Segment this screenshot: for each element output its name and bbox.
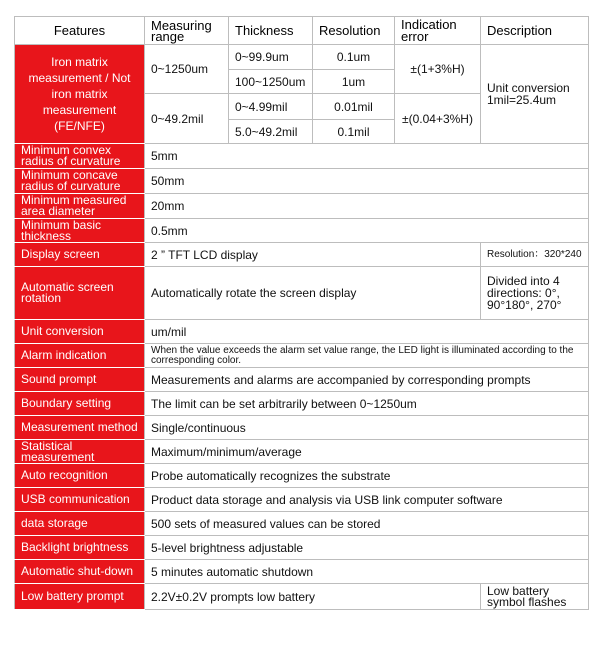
spec-row xyxy=(15,488,589,512)
value-cell: 5 minutes automatic shutdown xyxy=(145,560,589,584)
iron-range-um: 0~1250um xyxy=(145,45,229,94)
value-cell: Single/continuous xyxy=(145,416,589,440)
feature-cell: Unit conversion xyxy=(15,320,145,344)
spec-row xyxy=(15,536,589,560)
feature-cell: Minimum concave radius of curvature xyxy=(15,169,145,194)
feature-cell: Backlight brightness xyxy=(15,536,145,560)
spec-row xyxy=(15,464,589,488)
value-cell: Probe automatically recognizes the substrate xyxy=(145,464,589,488)
spec-row xyxy=(15,512,589,536)
value-cell: 20mm xyxy=(145,194,589,219)
value-cell: 50mm xyxy=(145,169,589,194)
feature-cell: Display screen xyxy=(15,243,145,267)
iron-resolution-3: 0.01mil xyxy=(313,94,395,120)
value-cell: The limit can be set arbitrarily between 0~1250um xyxy=(145,392,589,416)
spec-row xyxy=(15,368,589,392)
iron-error-mil: ±(0.04+3%H) xyxy=(395,94,481,144)
value-cell: Maximum/minimum/average xyxy=(145,440,589,464)
value-cell: 500 sets of measured values can be stored xyxy=(145,512,589,536)
feature-cell: data storage xyxy=(15,512,145,536)
iron-error-um: ±(1+3%H) xyxy=(395,45,481,94)
value-cell: 5-level brightness adjustable xyxy=(145,536,589,560)
feature-cell: Minimum convex radius of curvature xyxy=(15,144,145,169)
value-cell: Product data storage and analysis via USB link computer software xyxy=(145,488,589,512)
spec-row xyxy=(15,144,589,169)
spec-row xyxy=(15,344,589,368)
feature-cell: Minimum basic thickness xyxy=(15,219,145,243)
spec-row xyxy=(15,416,589,440)
value-cell: Automatically rotate the screen display xyxy=(145,267,481,320)
feature-cell: Auto recognition xyxy=(15,464,145,488)
spec-row xyxy=(15,194,589,219)
iron-thickness-4: 5.0~49.2mil xyxy=(229,120,313,144)
desc-cell: Low battery symbol flashes xyxy=(481,584,589,610)
header-description: Description xyxy=(481,17,589,45)
spec-row xyxy=(15,560,589,584)
feature-cell: Automatic shut-down xyxy=(15,560,145,584)
value-cell: 2 ” TFT LCD display xyxy=(145,243,481,267)
spec-row xyxy=(15,584,589,610)
value-cell: 5mm xyxy=(145,144,589,169)
iron-description: Unit conversion 1mil=25.4um xyxy=(481,45,589,144)
header-thickness: Thickness xyxy=(229,17,313,45)
header-resolution: Resolution xyxy=(313,17,395,45)
feature-cell: Statistical measurement xyxy=(15,440,145,464)
spec-row xyxy=(15,243,589,267)
value-cell: When the value exceeds the alarm set value range, the LED light is illuminated according to the corresponding color. xyxy=(145,344,589,368)
header-measuring-range: Measuring range xyxy=(145,17,229,45)
value-cell: Measurements and alarms are accompanied by corresponding prompts xyxy=(145,368,589,392)
iron-thickness-1: 0~99.9um xyxy=(229,45,313,70)
value-cell: 0.5mm xyxy=(145,219,589,243)
feature-cell: Alarm indication xyxy=(15,344,145,368)
iron-resolution-4: 0.1mil xyxy=(313,120,395,144)
feature-cell: Measurement method xyxy=(15,416,145,440)
feature-cell: Low battery prompt xyxy=(15,584,145,610)
iron-row xyxy=(15,45,589,70)
header-features: Features xyxy=(15,17,145,45)
desc-cell: Divided into 4 directions: 0°, 90°180°, 270° xyxy=(481,267,589,320)
spec-row xyxy=(15,219,589,243)
spec-table-container xyxy=(14,16,588,610)
iron-thickness-2: 100~1250um xyxy=(229,70,313,94)
iron-feature-cell: Iron matrix measurement / Not iron matrix measurement (FE/NFE) xyxy=(15,45,145,144)
feature-cell: Minimum measured area diameter xyxy=(15,194,145,219)
spec-row xyxy=(15,392,589,416)
iron-resolution-2: 1um xyxy=(313,70,395,94)
desc-cell: Resolution：320*240 xyxy=(481,243,589,267)
value-cell: 2.2V±0.2V prompts low battery xyxy=(145,584,481,610)
value-cell: um/mil xyxy=(145,320,589,344)
spec-row xyxy=(15,267,589,320)
feature-cell: Boundary setting xyxy=(15,392,145,416)
feature-cell: Sound prompt xyxy=(15,368,145,392)
spec-table xyxy=(14,16,589,610)
iron-thickness-3: 0~4.99mil xyxy=(229,94,313,120)
iron-range-mil: 0~49.2mil xyxy=(145,94,229,144)
header-indication-error: Indication error xyxy=(395,17,481,45)
feature-cell: USB communication xyxy=(15,488,145,512)
header-row xyxy=(15,17,589,45)
feature-cell: Automatic screen rotation xyxy=(15,267,145,320)
iron-resolution-1: 0.1um xyxy=(313,45,395,70)
spec-row xyxy=(15,169,589,194)
spec-row xyxy=(15,320,589,344)
spec-row xyxy=(15,440,589,464)
